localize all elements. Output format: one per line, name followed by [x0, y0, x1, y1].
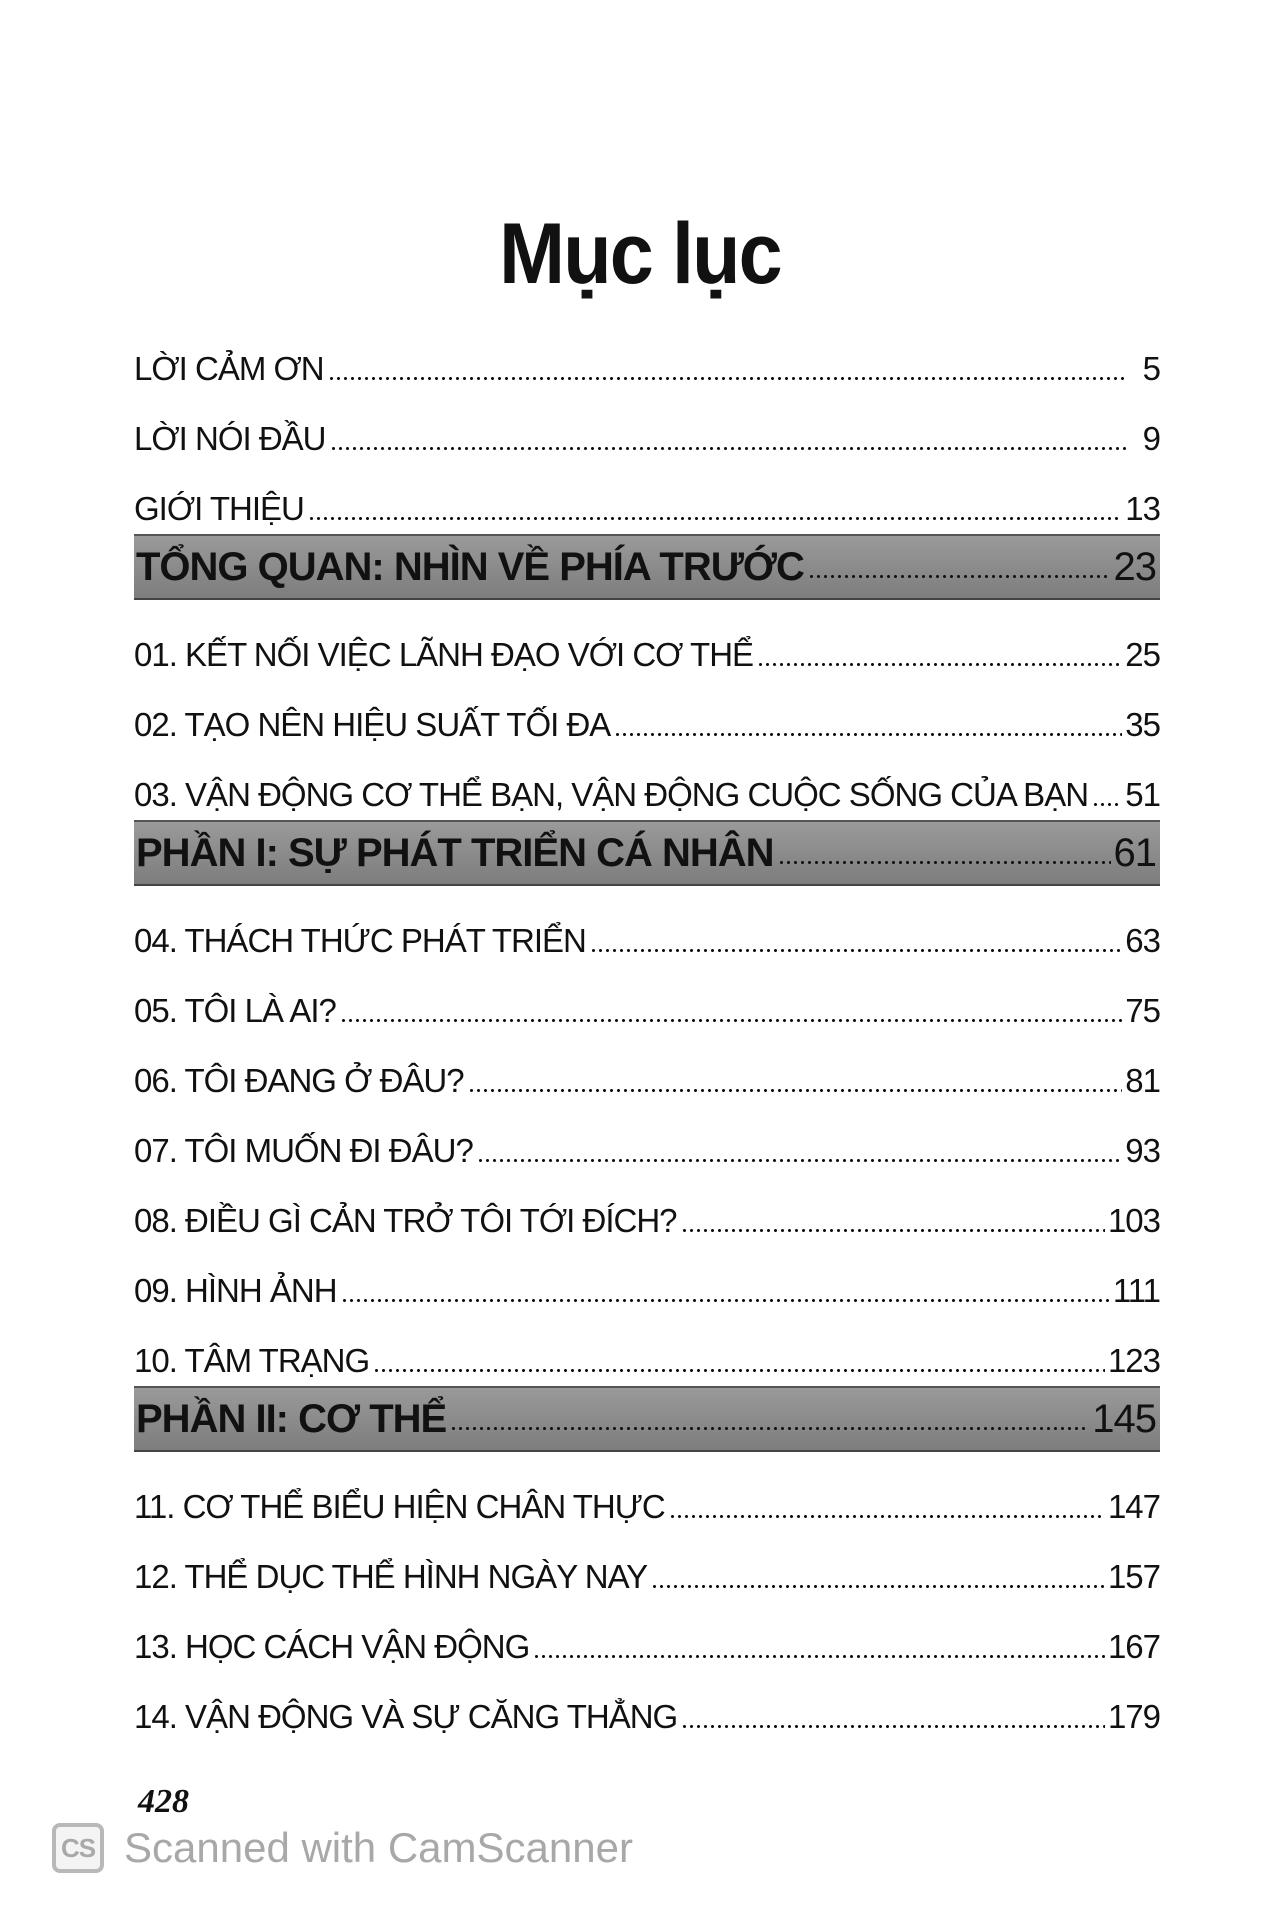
toc-part-heading — [134, 534, 1160, 600]
toc-entry-label: LỜI NÓI ĐẦU — [134, 420, 326, 457]
dot-leader — [341, 1299, 1110, 1302]
table-of-contents — [134, 318, 1160, 1736]
dot-leader — [669, 1515, 1105, 1518]
toc-entry-label: 13. HỌC CÁCH VẬN ĐỘNG — [134, 1628, 530, 1665]
toc-entry-page: 103 — [1107, 1202, 1160, 1239]
toc-entry-page: 63 — [1125, 922, 1160, 959]
dot-leader — [590, 949, 1122, 952]
toc-entry-label: 12. THỂ DỤC THỂ HÌNH NGÀY NAY — [134, 1558, 648, 1595]
toc-part-heading — [134, 820, 1160, 886]
toc-entry-page: 35 — [1125, 706, 1160, 743]
toc-entry — [134, 458, 1160, 528]
toc-entry-page: 167 — [1107, 1628, 1160, 1665]
toc-entry-label: 02. TẠO NÊN HIỆU SUẤT TỐI ĐA — [134, 706, 611, 743]
toc-entry-label: 11. CƠ THỂ BIỂU HIỆN CHÂN THỰC — [134, 1488, 665, 1525]
dot-leader — [373, 1369, 1105, 1372]
dot-leader — [477, 1159, 1122, 1162]
scanner-watermark: Scanned with CamScanner — [124, 1824, 633, 1871]
toc-entry — [134, 890, 1160, 960]
dot-leader — [533, 1655, 1105, 1658]
dot-leader — [681, 1229, 1105, 1232]
toc-entry-label: LỜI CẢM ƠN — [134, 350, 324, 387]
toc-entry-label: 01. KẾT NỐI VIỆC LÃNH ĐẠO VỚI CƠ THỂ — [134, 636, 754, 673]
part-heading-label: PHẦN I: SỰ PHÁT TRIỂN CÁ NHÂN — [136, 830, 774, 875]
part-heading-page: 23 — [1113, 544, 1156, 589]
part-heading-page: 61 — [1113, 830, 1156, 875]
dot-leader — [468, 1089, 1123, 1092]
toc-entry — [134, 318, 1160, 388]
camscanner-logo-icon: CS — [52, 1823, 104, 1873]
toc-entry-page: 123 — [1107, 1342, 1160, 1379]
toc-entry-label: 03. VẬN ĐỘNG CƠ THỂ BẠN, VẬN ĐỘNG CUỘC SỐNG CỦA BẠN — [134, 776, 1089, 813]
dot-leader — [614, 733, 1122, 736]
part-heading-label: PHẦN II: CƠ THỂ — [136, 1396, 447, 1441]
toc-entry-page: 81 — [1125, 1062, 1160, 1099]
toc-entry — [134, 1456, 1160, 1526]
dot-leader — [308, 517, 1122, 520]
toc-entry-page: 25 — [1125, 636, 1160, 673]
toc-entry-page: 51 — [1125, 776, 1160, 813]
toc-entry — [134, 1240, 1160, 1310]
part-heading-label: TỔNG QUAN: NHÌN VỀ PHÍA TRƯỚC — [136, 544, 804, 589]
page-title: Mục lục — [499, 206, 781, 302]
toc-part-heading — [134, 1386, 1160, 1452]
toc-entry — [134, 1526, 1160, 1596]
toc-entry — [134, 960, 1160, 1030]
toc-entry-label: 14. VẬN ĐỘNG VÀ SỰ CĂNG THẲNG — [134, 1698, 678, 1735]
dot-leader — [328, 377, 1127, 380]
dot-leader — [330, 447, 1128, 450]
toc-entry-page: 93 — [1125, 1132, 1160, 1169]
page-number: 428 — [138, 1783, 189, 1820]
dot-leader — [681, 1725, 1105, 1728]
toc-entry-label: 04. THÁCH THỨC PHÁT TRIỂN — [134, 922, 586, 959]
toc-entry — [134, 674, 1160, 744]
toc-entry — [134, 604, 1160, 674]
toc-entry-label: 06. TÔI ĐANG Ở ĐÂU? — [134, 1062, 464, 1099]
toc-entry-page: 13 — [1125, 490, 1160, 527]
toc-entry — [134, 1310, 1160, 1380]
dot-leader — [808, 575, 1111, 578]
toc-entry-label: 05. TÔI LÀ AI? — [134, 992, 336, 1029]
dot-leader — [450, 1427, 1089, 1430]
toc-entry — [134, 1170, 1160, 1240]
toc-entry-label: 10. TÂM TRẠNG — [134, 1342, 370, 1379]
toc-entry — [134, 1100, 1160, 1170]
toc-entry-page: 75 — [1125, 992, 1160, 1029]
part-heading-page: 145 — [1092, 1396, 1156, 1441]
toc-entry-label: 08. ĐIỀU GÌ CẢN TRỞ TÔI TỚI ĐÍCH? — [134, 1202, 677, 1239]
toc-entry-page: 157 — [1107, 1558, 1160, 1595]
toc-entry-page: 147 — [1107, 1488, 1160, 1525]
toc-entry-page: 111 — [1112, 1272, 1160, 1309]
toc-entry-page: 179 — [1107, 1698, 1160, 1735]
dot-leader — [757, 663, 1122, 666]
toc-entry — [134, 744, 1160, 814]
toc-entry-page: 9 — [1142, 420, 1160, 457]
dot-leader — [340, 1019, 1122, 1022]
toc-entry — [134, 1030, 1160, 1100]
dot-leader — [1092, 803, 1122, 806]
dot-leader — [651, 1585, 1105, 1588]
dot-leader — [778, 861, 1111, 864]
toc-entry — [134, 1596, 1160, 1666]
toc-entry-label: 09. HÌNH ẢNH — [134, 1272, 337, 1309]
toc-entry-page: 5 — [1142, 350, 1160, 387]
toc-entry — [134, 1666, 1160, 1736]
toc-entry-label: 07. TÔI MUỐN ĐI ĐÂU? — [134, 1132, 473, 1169]
toc-entry-label: GIỚI THIỆU — [134, 490, 304, 527]
toc-entry — [134, 388, 1160, 458]
